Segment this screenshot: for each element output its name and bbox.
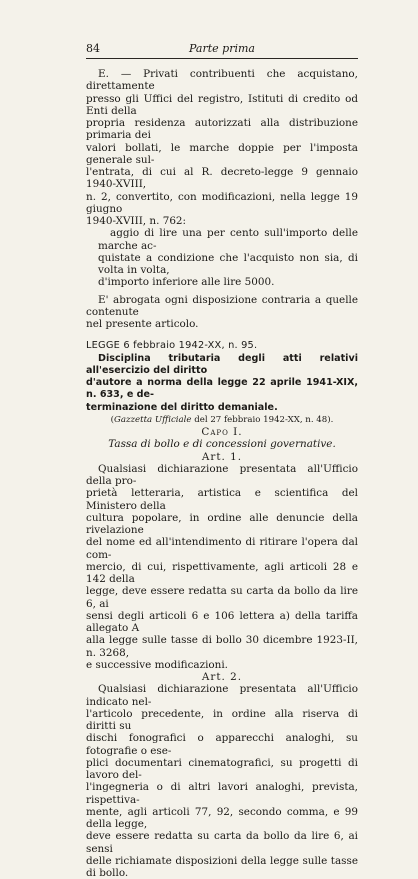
gazette-reference: (Gazzetta Ufficiale del 27 febbraio 1942-XX, n. 48). <box>110 414 334 425</box>
capo-title: Tassa di bollo e di concessioni governative. <box>108 438 336 451</box>
text-line: Qualsiasi dichiarazione presentata all'Ufficio della pro- <box>86 462 358 487</box>
law-block <box>86 340 358 426</box>
spacer <box>86 330 358 340</box>
text-line: E. — Privati contribuenti che acquistano, direttamente <box>86 68 358 93</box>
text-line: 1940-XVIII, n. 762: <box>86 215 187 227</box>
text-line: E' abrogata ogni disposizione contraria a quelle contenute <box>86 293 358 318</box>
text-line: propria residenza autorizzati alla distribuzione primaria dei <box>86 117 358 142</box>
text-line: d'importo inferiore alle lire 5000. <box>98 276 275 289</box>
text-line: delle richiamate disposizioni della legge sulle tasse di bollo. <box>86 854 358 879</box>
text-line: nel presente articolo. <box>86 318 199 330</box>
text-line: mercio, di cui, rispettivamente, agli articoli 28 e 142 della <box>86 560 358 585</box>
text-line: l'entrata, di cui al R. decreto-legge 9 gennaio 1940-XVIII, <box>86 166 358 191</box>
article-1 <box>86 451 358 672</box>
text-line: mente, agli articoli 77, 92, secondo comma, e 99 della legge, <box>86 805 358 830</box>
article-heading: Art. 1. <box>201 450 243 463</box>
text-line: n. 2, convertito, con modificazioni, nella legge 19 giugno <box>86 190 358 215</box>
gazette-details: del 27 febbraio 1942-XX, n. 48). <box>191 414 334 425</box>
text-line: e successive modificazioni. <box>86 658 228 671</box>
text-line: sensi degli articoli 6 e 106 lettera a) della tariffa allegato A <box>86 609 358 634</box>
article-heading: Art. 2. <box>201 671 243 683</box>
text-line: prietà letteraria, artistica e scientifica del Ministero della <box>86 487 358 512</box>
law-subject-line: terminazione del diritto demaniale. <box>86 401 278 413</box>
aggio-block <box>86 227 358 288</box>
text-line: plici documentari cinematografici, su progetti di lavoro del- <box>86 756 358 781</box>
text-line: presso gli Uffici del registro, Istituti di credito od Enti della <box>86 92 358 117</box>
text-line: aggio di lire una per cento sull'importo delle marche ac- <box>98 227 358 252</box>
text-line: Qualsiasi dichiarazione presentata all'Ufficio indicato nel- <box>86 683 358 708</box>
capo-number: Capo I. <box>201 426 243 438</box>
law-subject-line: d'autore a norma della legge 22 aprile 1941-XIX, n. 633, e de- <box>86 377 358 401</box>
text-line: legge, deve essere redatta su carta da bollo da lire 6, ai <box>86 585 358 610</box>
text-line: l'ingegneria o di altri lavori analoghi, prevista, rispettiva- <box>86 781 358 806</box>
gazette-title: Gazzetta Ufficiale <box>114 414 192 425</box>
article-2 <box>86 671 358 879</box>
text-line: l'articolo precedente, in ordine alla riserva di diritti su <box>86 707 358 732</box>
text-line: del nome ed all'intendimento di ritirare l'opera dal com- <box>86 536 358 561</box>
page-header <box>86 42 358 59</box>
text-line: valori bollati, le marche doppie per l'imposta generale sul- <box>86 141 358 166</box>
law-subject-line: Disciplina tributaria degli atti relativi all'esercizio del diritto <box>86 352 358 376</box>
text-line: quistate a condizione che l'acquisto non sia, di volta in volta, <box>98 251 358 276</box>
text-line: alla legge sulle tasse di bollo 30 dicembre 1923-II, n. 3268, <box>86 634 358 659</box>
text-line: deve essere redatta su carta da bollo da lire 6, ai sensi <box>86 830 358 855</box>
page-number: 84 <box>86 42 100 55</box>
text-line: dischi fonografici o apparecchi analoghi, su fotografie o ese- <box>86 732 358 757</box>
section-e <box>86 68 358 330</box>
law-heading: LEGGE 6 febbraio 1942-XX, n. 95. <box>86 340 258 352</box>
running-title: Parte prima <box>189 42 255 55</box>
text-line: cultura popolare, in ordine alle denuncie della rivelazione <box>86 511 358 536</box>
page-body <box>86 68 358 879</box>
